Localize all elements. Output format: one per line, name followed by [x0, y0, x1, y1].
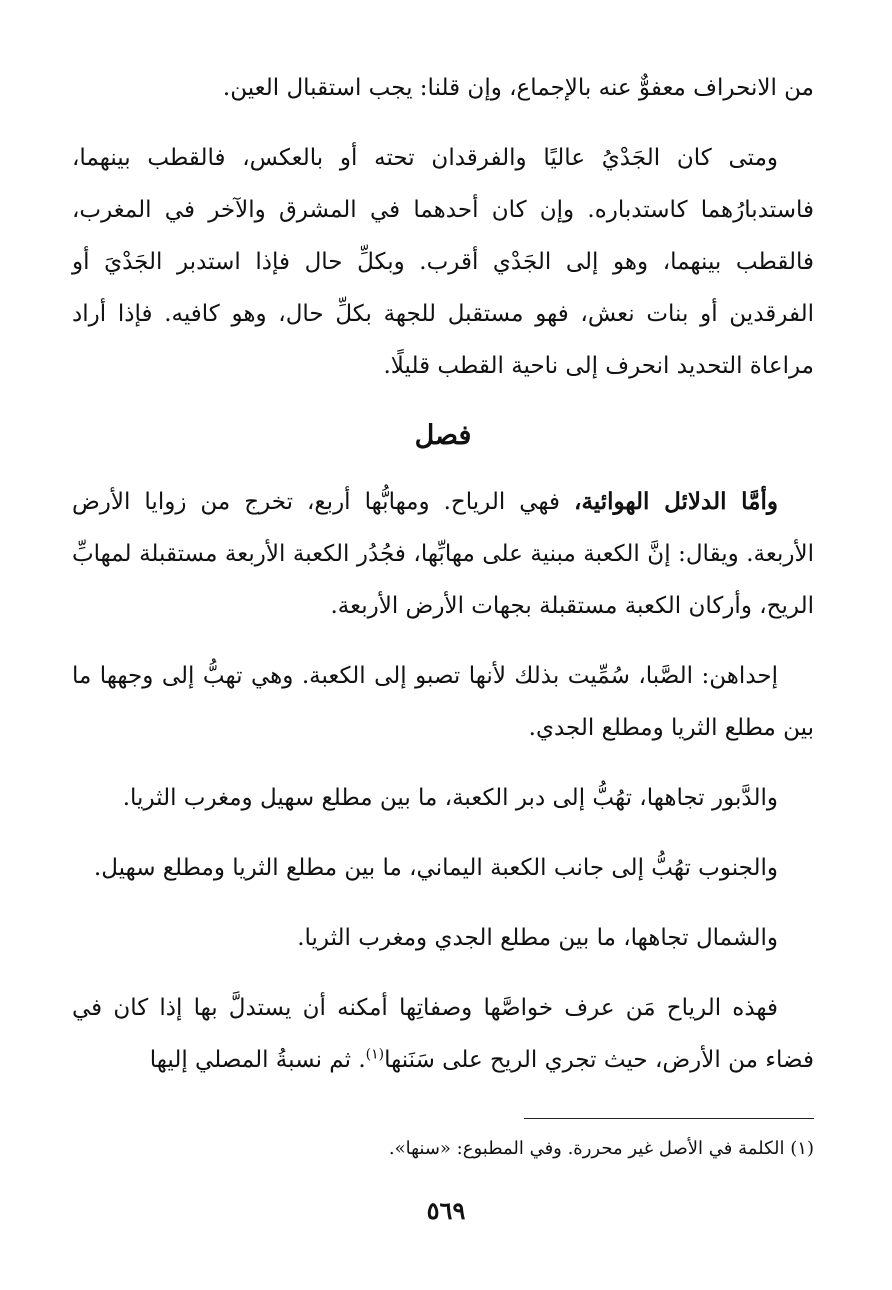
section-heading: فصل [414, 420, 472, 451]
page-body [72, 62, 814, 1104]
paragraph-1: من الانحراف معفوٌّ عنه بالإجماع، وإن قلنا: يجب استقبال العين. [222, 75, 814, 101]
paragraph-3-rest: فهي الرياح. ومهابُّها أربع، تخرج من زوايا الأرض الأربعة. ويقال: إنَّ الكعبة مبنية على مهابِّها، فجُدُر الكعبة الأربعة مستقبلة لمهابِّ الريح، وأركان الكعبة مستقبلة بجهات الأرض الأربعة. [72, 489, 814, 619]
paragraph-5: والدَّبور تجاهها، تهُبُّ إلى دبر الكعبة، ما بين مطلع سهيل ومغرب الثريا. [122, 785, 778, 811]
footnote-divider [524, 1118, 814, 1119]
paragraph-4: إحداهن: الصَّبا، سُمِّيت بذلك لأنها تصبو إلى الكعبة. وهي تهبُّ إلى وجهها ما بين مطلع الثريا ومطلع الجدي. [72, 663, 814, 741]
page-number: ٥٦٩ [426, 1196, 466, 1225]
footnote-marker: (١) [365, 1046, 385, 1063]
paragraph-3 [72, 476, 814, 632]
footnote [74, 1134, 814, 1164]
paragraph-6: والجنوب تهُبُّ إلى جانب الكعبة اليماني، ما بين مطلع الثريا ومطلع سهيل. [93, 855, 778, 881]
paragraph-8-after: . ثم نسبةُ المصلي إليها [149, 1047, 366, 1073]
footnote-number: (١) [790, 1138, 814, 1159]
paragraph-2: ومتى كان الجَدْيُ عاليًا والفرقدان تحته أو بالعكس، فالقطب بينهما، فاستدبارُهما كاستدباره. وإن كان أحدهما في المشرق والآخر في المغرب، فالقطب بينهما، وهو إلى الجَدْي أقرب. وبكلِّ حال فإذا استدبر الجَدْيَ أو الفرقدين أو بنات نعش، فهو مستقبل للجهة بكلِّ حال، وهو كافيه. فإذا أراد مراعاة التحديد انحرف إلى ناحية القطب قليلًا. [72, 145, 814, 379]
footnote-text: الكلمة في الأصل غير محررة. وفي المطبوع: «سنها». [388, 1138, 785, 1159]
paragraph-7: والشمال تجاهها، ما بين مطلع الجدي ومغرب الثريا. [297, 925, 778, 951]
paragraph-8-before: فهذه الرياح مَن عرف خواصَّها وصفاتِها أمكنه أن يستدلَّ بها إذا كان في فضاء من الأرض، حيث تجري الريح على سَنَنها [72, 995, 814, 1073]
paragraph-8 [72, 982, 814, 1086]
paragraph-3-lead: وأمَّا الدلائل الهوائية، [574, 488, 778, 515]
